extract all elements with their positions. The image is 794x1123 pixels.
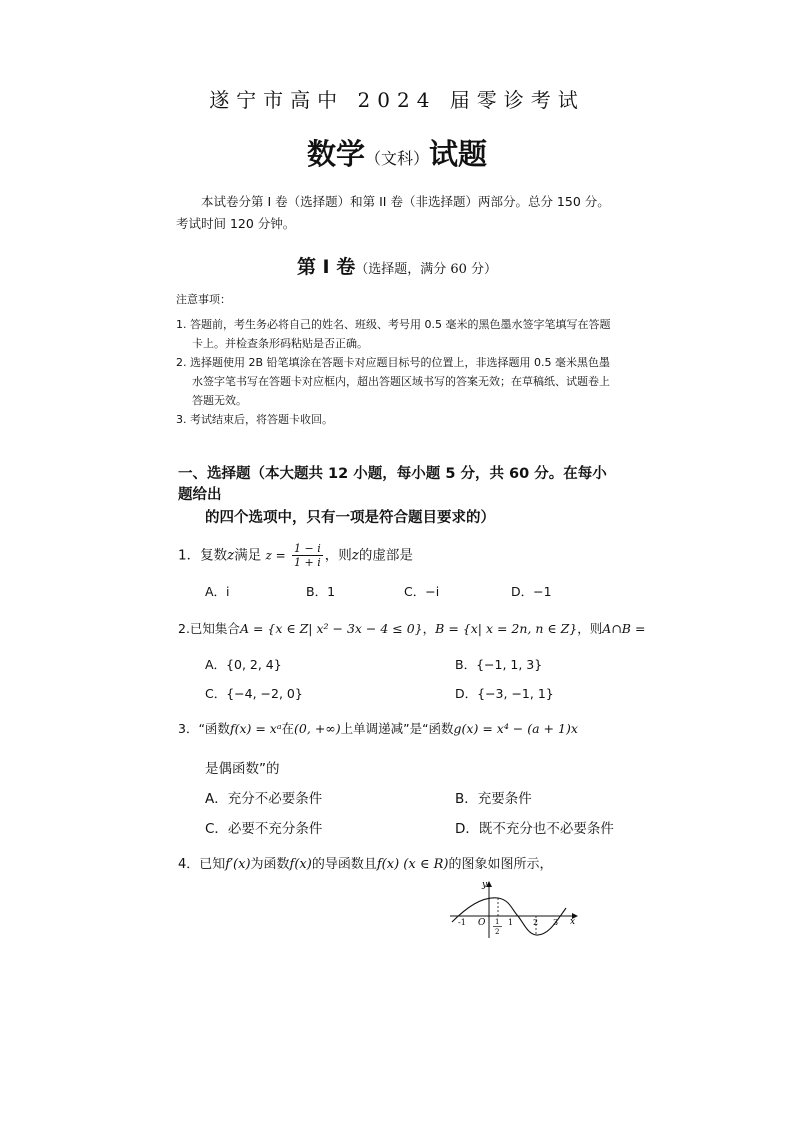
exam-title: 遂宁市高中 2024 届零诊考试 [209, 88, 585, 112]
q1-suffix-b: 的虚部是 [358, 547, 413, 564]
subject-small: （文科） [364, 149, 429, 168]
q1-suffix-a: ，则 [324, 547, 352, 564]
question-1 [178, 542, 413, 569]
q2-math-c: A∩B = [602, 621, 646, 636]
q3-line1-a: 3．“函数 [178, 721, 230, 736]
q1-frac-num: 1 − i [294, 542, 321, 555]
q3-line1-c: 上单调递减”是“函数 [340, 721, 454, 736]
q4-text-d: 的图象如图所示， [448, 857, 553, 872]
q2-math-a: A = {x ∈ Z| x² − 3x − 4 ≤ 0} [239, 621, 423, 636]
intro-paragraph: 本试卷分第 I 卷（选择题）和第 II 卷（非选择题）两部分。总分 150 分。考试时间 120 分钟。 [176, 194, 610, 231]
q3-math-1: f(x) = xᵃ [229, 721, 282, 736]
q1-option-a: A．i [205, 584, 230, 599]
q2-option-c: C．{−4, −2, 0} [205, 686, 303, 701]
q1-var2: z [351, 547, 359, 564]
q4-text-c: 的导函数且 [311, 857, 377, 872]
graph-tick-label: 2 [533, 918, 539, 927]
volume-title [0, 252, 794, 279]
q3-line2: 是偶函数”的 [205, 761, 280, 777]
q2-option-d: D．{−3, −1, 1} [455, 686, 554, 701]
q3-option-d: D．既不充分也不必要条件 [455, 821, 614, 837]
q1-var: z [227, 547, 235, 564]
q2-option-b: B．{−1, 1, 3} [455, 657, 543, 672]
graph-origin-label: O [478, 918, 486, 928]
volume-label: 第 Ⅰ 卷 [296, 256, 356, 278]
q3-math-3: g(x) = x⁴ − (a + 1)x [453, 721, 578, 736]
q2-option-a: A．{0, 2, 4} [205, 657, 282, 672]
q3-option-a: A．充分不必要条件 [205, 791, 323, 807]
subject-main-a: 数学 [306, 137, 365, 171]
section-title-line1: 一、选择题（本大题共 12 小题，每小题 5 分，共 60 分。在每小题给出 [178, 466, 607, 503]
q1-option-b: B．1 [306, 584, 336, 599]
subject-main-b: 试题 [429, 137, 488, 171]
notes-item: 3. 考试结束后，将答题卡收回。 [176, 413, 333, 426]
q1-fraction [292, 542, 323, 569]
graph-half-num: 1 [495, 918, 500, 926]
q3-math-2: (0, +∞) [294, 721, 341, 736]
q2-math-b: B = {x| x = 2n, n ∈ Z} [435, 621, 578, 636]
q1-z-eq: z = [265, 548, 286, 563]
question-3 [178, 719, 578, 737]
q4-text-a: 4．已知 [178, 857, 226, 872]
graph-y-label: y [482, 880, 488, 890]
q4-math-4: (x ∈ R) [403, 857, 449, 872]
q1-mid: 满足 [234, 547, 262, 564]
volume-note: （选择题，满分 60 分） [355, 262, 498, 277]
q4-math-3: f(x) [376, 857, 400, 872]
notes-block [176, 290, 616, 429]
graph-half-den: 2 [495, 928, 500, 936]
q4-math-2: f(x) [289, 857, 312, 872]
q2-text-a: 2.已知集合 [178, 621, 240, 636]
notes-heading: 注意事项： [176, 293, 231, 306]
q4-math-1: f′(x) [225, 857, 251, 872]
graph-tick-label: -1 [458, 918, 466, 927]
q3-line1-b: 在 [281, 721, 295, 736]
graph-tick-label: 3 [553, 918, 559, 927]
notes-item: 2. 选择题使用 2B 铅笔填涂在答题卡对应题目标号的位置上，非选择题用 0.5 毫米黑色墨水签字笔书写在答题卡对应框内，超出答题区域书写的答案无效；在草稿纸、试题卷上答题无效。 [176, 356, 611, 407]
q3-option-b: B．充要条件 [455, 791, 532, 807]
q1-option-d: D．−1 [511, 584, 552, 599]
q4-text-b: 为函数 [250, 857, 290, 872]
section-title-line2: 的四个选项中，只有一项是符合题目要求的） [205, 510, 495, 526]
q2-sep: ， [422, 621, 436, 636]
q1-option-c: C．−i [404, 584, 440, 599]
q4-function-graph [448, 878, 580, 942]
graph-x-label: x [570, 917, 576, 927]
subject-title [0, 132, 794, 173]
graph-tick-label: 1 [508, 918, 514, 927]
q3-option-c: C．必要不充分条件 [205, 821, 323, 837]
q2-text-b: ，则 [577, 621, 603, 636]
q1-frac-den: 1 + i [294, 556, 321, 569]
question-2 [178, 619, 645, 637]
q1-prefix: 1．复数 [178, 547, 228, 564]
notes-item: 1. 答题前，考生务必将自己的姓名、班级、考号用 0.5 毫米的黑色墨水签字笔填写在答题卡上。并检查条形码粘贴是否正确。 [176, 318, 611, 350]
question-4 [178, 853, 552, 872]
